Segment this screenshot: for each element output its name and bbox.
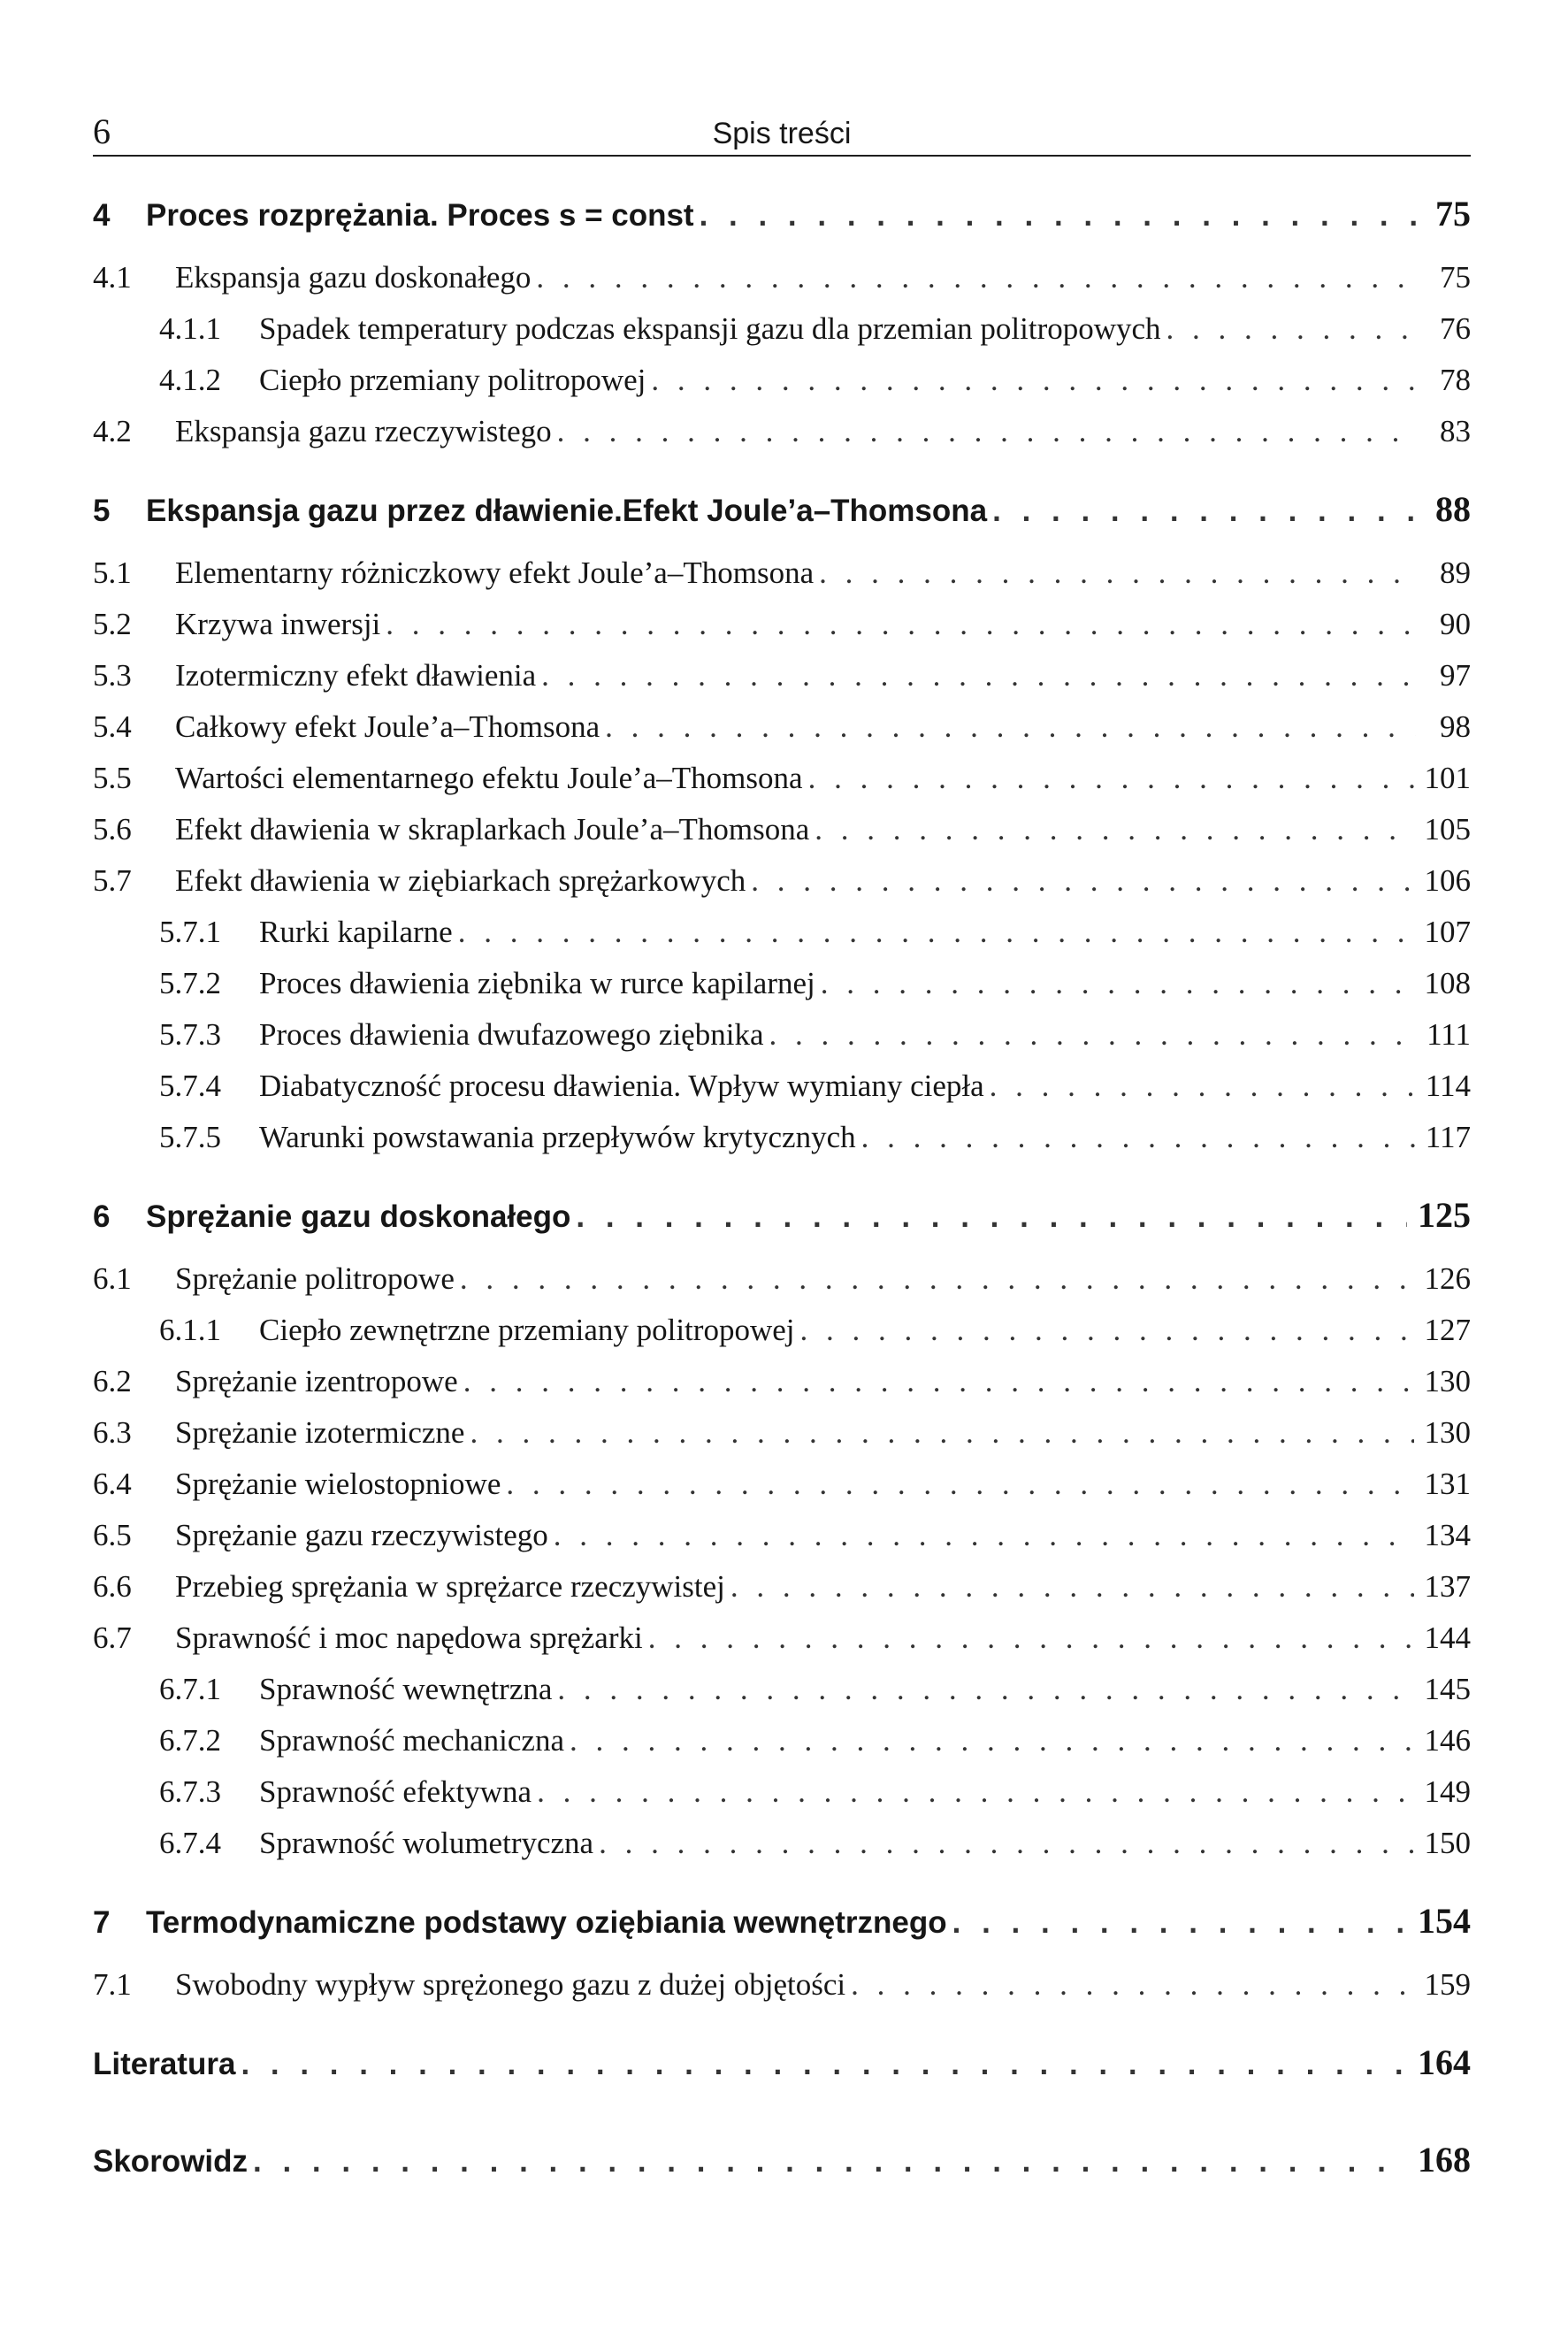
dot-leader	[821, 966, 1414, 1001]
entry-title: Warunki powstawania przepływów krytycznych	[259, 1120, 856, 1154]
entry-number: 6.6	[93, 1569, 132, 1604]
entry-page: 127	[1424, 1313, 1471, 1347]
toc-chapter-entry[interactable]	[93, 1195, 1471, 1261]
dot-leader	[605, 709, 1416, 745]
entry-page: 159	[1424, 1967, 1471, 2002]
dot-leader	[241, 2047, 1407, 2082]
entry-number: 5.7.5	[159, 1120, 221, 1154]
toc-chapter-5	[93, 489, 1471, 1171]
entry-number: 6.7.3	[159, 1774, 221, 1809]
table-of-contents	[93, 196, 1471, 2206]
dot-leader	[700, 198, 1416, 234]
entry-page: 126	[1424, 1261, 1471, 1296]
entry-number: 5.5	[93, 761, 132, 795]
entry-title: Sprężanie wielostopniowe	[175, 1467, 501, 1501]
entry-title: Swobodny wypływ sprężonego gazu z dużej objętości	[175, 1967, 846, 2002]
toc-entry[interactable]	[93, 863, 1471, 915]
toc-literatura[interactable]	[93, 2042, 1471, 2109]
entry-title: Sprawność mechaniczna	[259, 1723, 564, 1758]
dot-leader	[557, 1672, 1413, 1707]
running-head: Spis treści	[712, 117, 852, 150]
entry-number: 5.6	[93, 812, 132, 847]
dot-leader	[554, 1518, 1414, 1553]
dot-leader	[799, 1313, 1413, 1348]
entry-title: Proces dławienia ziębnika w rurce kapilarnej	[259, 966, 815, 1000]
entry-page: 78	[1440, 363, 1471, 397]
entry-page: 75	[1440, 260, 1471, 295]
dot-leader	[651, 363, 1416, 398]
entry-title: Sprężanie izentropowe	[175, 1364, 458, 1398]
dot-leader	[992, 494, 1416, 529]
entry-page: 76	[1440, 311, 1471, 346]
toc-entry[interactable]	[93, 1967, 1471, 2019]
entry-title: Ekspansja gazu rzeczywistego	[175, 414, 552, 448]
entry-title: Sprawność wolumetryczna	[259, 1826, 594, 1860]
entry-number: 6.7.1	[159, 1672, 221, 1706]
entry-page: 114	[1425, 1069, 1471, 1103]
chapter-number: 4	[93, 198, 111, 233]
entry-page: 107	[1424, 915, 1471, 949]
entry-title: Sprężanie izotermiczne	[175, 1415, 465, 1450]
entry-number: 5.3	[93, 658, 132, 693]
entry-title: Wartości elementarnego efektu Joule’a–Thomsona	[175, 761, 803, 795]
chapter-title: Proces rozprężania. Proces s = const	[146, 198, 694, 233]
entry-number: 6.7.2	[159, 1723, 221, 1758]
entry-title: Ekspansja gazu doskonałego	[175, 260, 532, 295]
entry-number: 5.7.2	[159, 966, 221, 1000]
entry-number: 5.1	[93, 555, 132, 590]
entry-title: Efekt dławienia w skraplarkach Joule’a–Thomsona	[175, 812, 810, 847]
toc-entry[interactable]	[93, 658, 1471, 709]
entry-number: 6.4	[93, 1467, 132, 1501]
entry-number: 4.1.2	[159, 363, 221, 397]
toc-entry[interactable]	[93, 1364, 1471, 1415]
chapter-title: Ekspansja gazu przez dławienie.Efekt Joule’a–Thomsona	[146, 494, 988, 528]
entry-title: Ciepło przemiany politropowej	[259, 363, 646, 397]
toc-entry[interactable]	[93, 1069, 1471, 1120]
dot-leader	[557, 414, 1416, 449]
toc-chapter-entry[interactable]	[93, 489, 1471, 555]
toc-entry[interactable]	[93, 1620, 1471, 1672]
toc-entry[interactable]	[93, 915, 1471, 966]
entry-page: 106	[1424, 863, 1471, 898]
entry-page: 105	[1424, 812, 1471, 847]
entry-number: 6.2	[93, 1364, 132, 1398]
chapter-number: 5	[93, 494, 111, 528]
dot-leader	[730, 1569, 1414, 1605]
entry-title: Efekt dławienia w ziębiarkach sprężarkowych	[175, 863, 746, 898]
entry-number: 7.1	[93, 1967, 132, 2002]
dot-leader	[460, 1261, 1414, 1297]
entry-page: 144	[1424, 1620, 1471, 1655]
dot-leader	[769, 1017, 1416, 1053]
page-header	[93, 111, 1471, 157]
chapter-page: 75	[1435, 194, 1471, 234]
entry-number: 5.2	[93, 607, 132, 641]
entry-title: Elementarny różniczkowy efekt Joule’a–Thomsona	[175, 555, 815, 590]
toc-entry[interactable]	[93, 812, 1471, 863]
dot-leader	[851, 1967, 1413, 2003]
toc-entry[interactable]	[93, 607, 1471, 658]
toc-chapter-4	[93, 196, 1471, 465]
dot-leader	[1166, 311, 1416, 347]
dot-leader	[819, 555, 1416, 591]
entry-title: Diabatyczność procesu dławienia. Wpływ wymiany ciepła	[259, 1069, 984, 1103]
entry-title: Sprawność efektywna	[259, 1774, 532, 1809]
backmatter-page: 164	[1418, 2042, 1471, 2082]
entry-page: 98	[1440, 709, 1471, 744]
dot-leader	[536, 260, 1416, 295]
dot-leader	[253, 2144, 1407, 2180]
toc-entry[interactable]	[93, 1467, 1471, 1518]
entry-number: 6.1	[93, 1261, 132, 1296]
entry-page: 149	[1424, 1774, 1471, 1809]
entry-title: Przebieg sprężania w sprężarce rzeczywistej	[175, 1569, 725, 1604]
entry-title: Rurki kapilarne	[259, 915, 453, 949]
toc-entry[interactable]	[93, 1261, 1471, 1313]
entry-number: 5.4	[93, 709, 132, 744]
entry-page: 146	[1424, 1723, 1471, 1758]
entry-title: Sprawność wewnętrzna	[259, 1672, 553, 1706]
chapter-number: 6	[93, 1199, 111, 1234]
dot-leader	[751, 863, 1413, 899]
entry-title: Spadek temperatury podczas ekspansji gazu dla przemian politropowych	[259, 311, 1161, 346]
chapter-page: 88	[1435, 489, 1471, 529]
entry-page: 108	[1424, 966, 1471, 1000]
toc-entry[interactable]	[93, 1017, 1471, 1069]
dot-leader	[458, 915, 1414, 950]
entry-number: 4.1	[93, 260, 132, 295]
entry-number: 6.7.4	[159, 1826, 221, 1860]
page-number: 6	[93, 111, 111, 151]
toc-entry[interactable]	[93, 709, 1471, 761]
dot-leader	[570, 1723, 1414, 1758]
toc-entry[interactable]	[93, 1672, 1471, 1723]
toc-entry[interactable]	[93, 1826, 1471, 1877]
toc-entry[interactable]	[93, 311, 1471, 363]
entry-title: Sprężanie politropowe	[175, 1261, 455, 1296]
entry-title: Całkowy efekt Joule’a–Thomsona	[175, 709, 600, 744]
entry-page: 150	[1424, 1826, 1471, 1860]
entry-page: 117	[1425, 1120, 1471, 1154]
entry-number: 5.7.4	[159, 1069, 221, 1103]
entry-title: Izotermiczny efekt dławienia	[175, 658, 537, 693]
entry-number: 4.1.1	[159, 311, 221, 346]
toc-chapter-7	[93, 1901, 1471, 2019]
toc-entry[interactable]	[93, 1774, 1471, 1826]
toc-entry[interactable]	[93, 363, 1471, 414]
entry-page: 130	[1424, 1415, 1471, 1450]
toc-entry[interactable]	[93, 414, 1471, 465]
backmatter-page: 168	[1418, 2140, 1471, 2180]
dot-leader	[386, 607, 1416, 642]
entry-title: Ciepło zewnętrzne przemiany politropowej	[259, 1313, 795, 1347]
chapter-title: Termodynamiczne podstawy oziębiania wewnętrznego	[146, 1905, 947, 1940]
toc-entry[interactable]	[93, 555, 1471, 607]
entry-number: 5.7	[93, 863, 132, 898]
entry-page: 89	[1440, 555, 1471, 590]
entry-page: 134	[1424, 1518, 1471, 1552]
chapter-page: 125	[1418, 1195, 1471, 1235]
entry-number: 4.2	[93, 414, 132, 448]
backmatter-title: Literatura	[93, 2047, 236, 2081]
dot-leader	[506, 1467, 1413, 1502]
toc-entry[interactable]	[93, 761, 1471, 812]
dot-leader	[537, 1774, 1413, 1810]
toc-skorowidz[interactable]	[93, 2142, 1471, 2206]
dot-leader	[576, 1199, 1407, 1235]
entry-page: 137	[1424, 1569, 1471, 1604]
dot-leader	[861, 1120, 1415, 1155]
toc-chapter-entry[interactable]	[93, 196, 1471, 260]
dot-leader	[541, 658, 1416, 693]
entry-page: 130	[1424, 1364, 1471, 1398]
entry-page: 97	[1440, 658, 1471, 693]
entry-page: 83	[1440, 414, 1471, 448]
chapter-number: 7	[93, 1905, 111, 1940]
dot-leader	[648, 1620, 1414, 1656]
entry-number: 6.3	[93, 1415, 132, 1450]
entry-page: 145	[1424, 1672, 1471, 1706]
chapter-title: Sprężanie gazu doskonałego	[146, 1199, 571, 1234]
toc-entry[interactable]	[93, 1120, 1471, 1171]
toc-entry[interactable]	[93, 1723, 1471, 1774]
toc-chapter-6	[93, 1195, 1471, 1877]
toc-chapter-entry[interactable]	[93, 1901, 1471, 1967]
dot-leader	[990, 1069, 1415, 1104]
dot-leader	[808, 761, 1414, 796]
backmatter-title: Skorowidz	[93, 2144, 249, 2179]
entry-number: 6.5	[93, 1518, 132, 1552]
entry-number: 5.7.3	[159, 1017, 221, 1052]
entry-title: Proces dławienia dwufazowego ziębnika	[259, 1017, 764, 1052]
dot-leader	[470, 1415, 1413, 1451]
dot-leader	[815, 812, 1413, 847]
dot-leader	[599, 1826, 1413, 1861]
entry-page: 90	[1440, 607, 1471, 641]
toc-entry[interactable]	[93, 1415, 1471, 1467]
entry-page: 131	[1424, 1467, 1471, 1501]
entry-title: Sprawność i moc napędowa sprężarki	[175, 1620, 643, 1655]
chapter-page: 154	[1418, 1901, 1471, 1941]
dot-leader	[463, 1364, 1414, 1399]
toc-entry[interactable]	[93, 1569, 1471, 1620]
entry-title: Sprężanie gazu rzeczywistego	[175, 1518, 548, 1552]
entry-page: 101	[1424, 761, 1471, 795]
entry-number: 6.1.1	[159, 1313, 221, 1347]
toc-entry[interactable]	[93, 260, 1471, 311]
entry-page: 111	[1426, 1017, 1471, 1052]
entry-number: 5.7.1	[159, 915, 221, 949]
entry-title: Krzywa inwersji	[175, 607, 381, 641]
toc-entry[interactable]	[93, 1313, 1471, 1364]
dot-leader	[952, 1905, 1407, 1941]
toc-entry[interactable]	[93, 966, 1471, 1017]
toc-entry[interactable]	[93, 1518, 1471, 1569]
entry-number: 6.7	[93, 1620, 132, 1655]
